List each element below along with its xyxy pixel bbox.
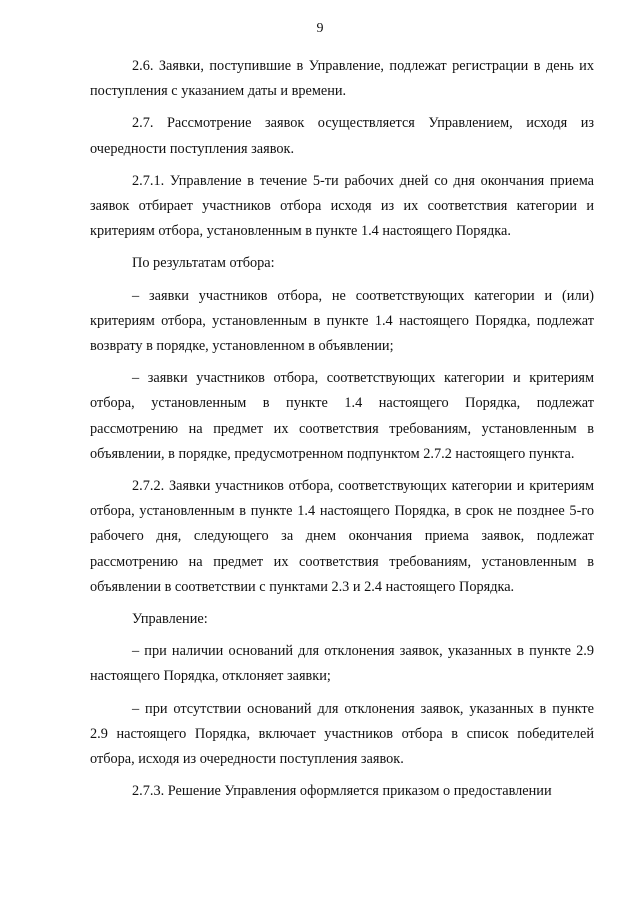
paragraph-2-7-2: 2.7.2. Заявки участников отбора, соответствующих категории и критериям отбора, установленным в пункте 1.4 настоящего Порядка, в срок не позднее 5-го рабочего дня, следующего за днем окончания приема заявок, подлежат рассмотрению на предмет их соответствия требованиям, установленным в объявлении в соответствии с пунктами 2.3 и 2.4 настоящего Порядка.: [90, 478, 594, 595]
paragraph-2-6: 2.6. Заявки, поступившие в Управление, подлежат регистрации в день их поступления с указанием даты и времени.: [90, 58, 594, 100]
paragraph-rejected-return: – заявки участников отбора, не соответствующих категории и (или) критериям отбора, установленным в пункте 1.4 настоящего Порядка, подлежат возврату в порядке, установленном в объявлении;: [90, 287, 594, 355]
paragraph-grounds-absent: – при отсутствии оснований для отклонения заявок, указанных в пункте 2.9 настоящего Порядка, включает участников отбора в список победителей отбора, исходя из очередности поступления заявок.: [90, 700, 594, 768]
paragraph-2-7: 2.7. Рассмотрение заявок осуществляется Управлением, исходя из очередности поступления заявок.: [90, 115, 594, 157]
page-number: 9: [316, 21, 324, 36]
paragraph-directorate: Управление:: [132, 611, 208, 628]
paragraph-grounds-present: – при наличии оснований для отклонения заявок, указанных в пункте 2.9 настоящего Порядка, отклоняет заявки;: [90, 643, 594, 685]
paragraph-selection-results: По результатам отбора:: [132, 255, 275, 272]
document-body: [90, 54, 594, 811]
paragraph-2-7-1: 2.7.1. Управление в течение 5-ти рабочих дней со дня окончания приема заявок отбирает участников отбора исходя из их соответствия категории и критериям отбора, установленным в пункте 1.4 настоящего Порядка.: [90, 172, 594, 240]
paragraph-2-7-3: 2.7.3. Решение Управления оформляется приказом о предоставлении: [132, 783, 552, 800]
paragraph-accepted-review: – заявки участников отбора, соответствующих категории и критериям отбора, установленным в пункте 1.4 настоящего Порядка, подлежат рассмотрению на предмет их соответствия требованиям, установленным в объявлении, в порядке, предусмотренном подпунктом 2.7.2 настоящего пункта.: [90, 370, 594, 462]
